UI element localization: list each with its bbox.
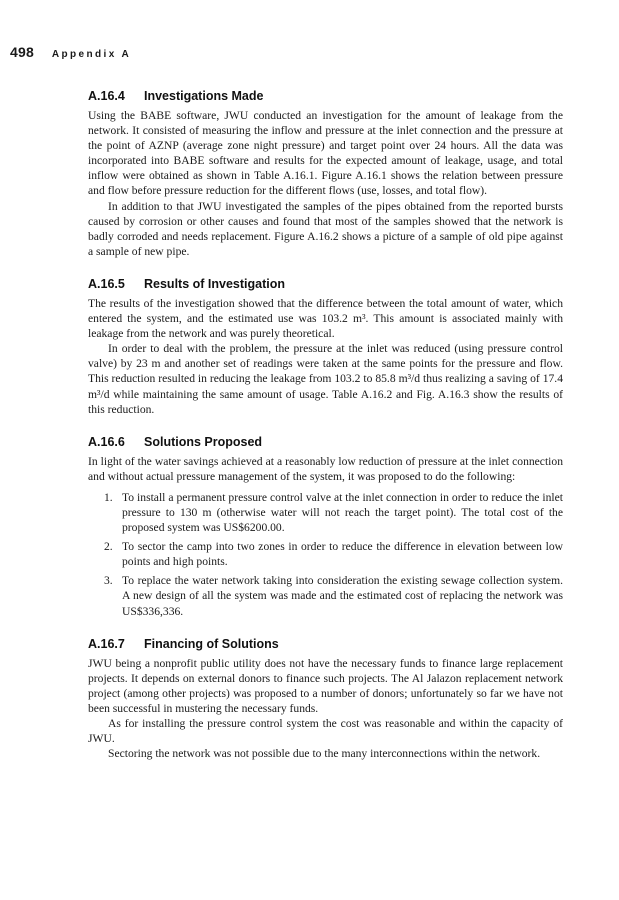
section-title: Solutions Proposed [144, 434, 263, 449]
section-results-of-investigation [88, 276, 563, 417]
section-heading [88, 88, 563, 104]
section-number: A.16.4 [88, 89, 125, 103]
list-item [88, 490, 563, 535]
paragraph: As for installing the pressure control system the cost was reasonable and within the capacity of JWU. [88, 717, 563, 746]
section-heading [88, 636, 563, 652]
section-title: Financing of Solutions [144, 636, 279, 651]
page-number: 498 [10, 44, 34, 60]
paragraph: Using the BABE software, JWU conducted an investigation for the amount of leakage from the network. It consisted of measuring the inflow and pressure at the inlet connection and the pressure at the point of AZNP (average zone night pressure) and target point over 24 hours. All the data was incorporated into BABE software and results for the expected amount of leakage, usage, and total inflow were obtained as shown in Table A.16.1. Figure A.16.1 shows the relation between pressure and flow before pressure reduction for the different flows (use, losses, and total flow). [88, 109, 563, 198]
section-heading [88, 434, 563, 450]
paragraph: JWU being a nonprofit public utility does not have the necessary funds to finance large replacement projects. It depends on external donors to finance such projects. The Al Jalazon replacement network project (among other projects) was proposed to a number of donors; unfortunately so far we have not been successful in mustering the necessary funds. [88, 656, 563, 715]
section-number: A.16.7 [88, 636, 125, 651]
paragraph: Sectoring the network was not possible due to the many interconnections within the network. [108, 747, 541, 761]
list-item-number: 3. [104, 574, 113, 588]
list-item-number: 2. [104, 540, 113, 554]
list-item-text: To sector the camp into two zones in order to reduce the difference in elevation between low points and high points. [122, 540, 563, 569]
paragraph: In light of the water savings achieved at a reasonably low reduction of pressure at the inlet connection and without actual pressure management of the system, it was proposed to do the following: [88, 454, 563, 483]
section-financing-of-solutions [88, 636, 563, 762]
list-item-text: To replace the water network taking into consideration the existing sewage collection system. A new design of all the system was made and the estimated cost of replacing the network was US$336,336. [122, 574, 563, 618]
page-body [88, 88, 563, 778]
section-investigations-made [88, 88, 563, 259]
section-number: A.16.5 [88, 276, 125, 291]
list-item [88, 539, 563, 569]
running-title: Appendix A [51, 49, 132, 60]
section-title: Results of Investigation [144, 276, 285, 291]
list-item-number: 1. [104, 490, 113, 504]
paragraph: The results of the investigation showed that the difference between the total amount of water, which entered the system, and the estimated use was 103.2 m³. This amount is associated mainly with leakage from the network and was purely theoretical. [88, 296, 563, 341]
section-number: A.16.6 [88, 434, 125, 449]
list-item [88, 573, 563, 618]
running-head [10, 44, 131, 60]
section-solutions-proposed [88, 434, 563, 619]
list-item-text: To install a permanent pressure control valve at the inlet connection in order to reduce the inlet pressure to 130 m (otherwise water will not reach the target point). The total cost of the proposed system was US$6200.00. [122, 490, 563, 535]
section-heading [88, 276, 563, 292]
section-title: Investigations Made [144, 89, 264, 103]
paragraph: In order to deal with the problem, the pressure at the inlet was reduced (using pressure control valve) by 23 m and another set of readings were taken at the same points for the pressure and flow. This reduction resulted in reducing the leakage from 103.2 to 85.8 m³/d thus realizing a saving of 17.4 m³/d while maintaining the same amount of usage. Table A.16.2 and Fig. A.16.3 show the results of this reduction. [88, 342, 563, 416]
numbered-list [88, 490, 563, 619]
paragraph: In addition to that JWU investigated the samples of the pipes obtained from the reported bursts caused by corrosion or other causes and found that most of the samples showed that the network is badly corroded and needs replacement. Figure A.16.2 shows a picture of a sample of old pipe against a sample of new pipe. [88, 199, 563, 258]
